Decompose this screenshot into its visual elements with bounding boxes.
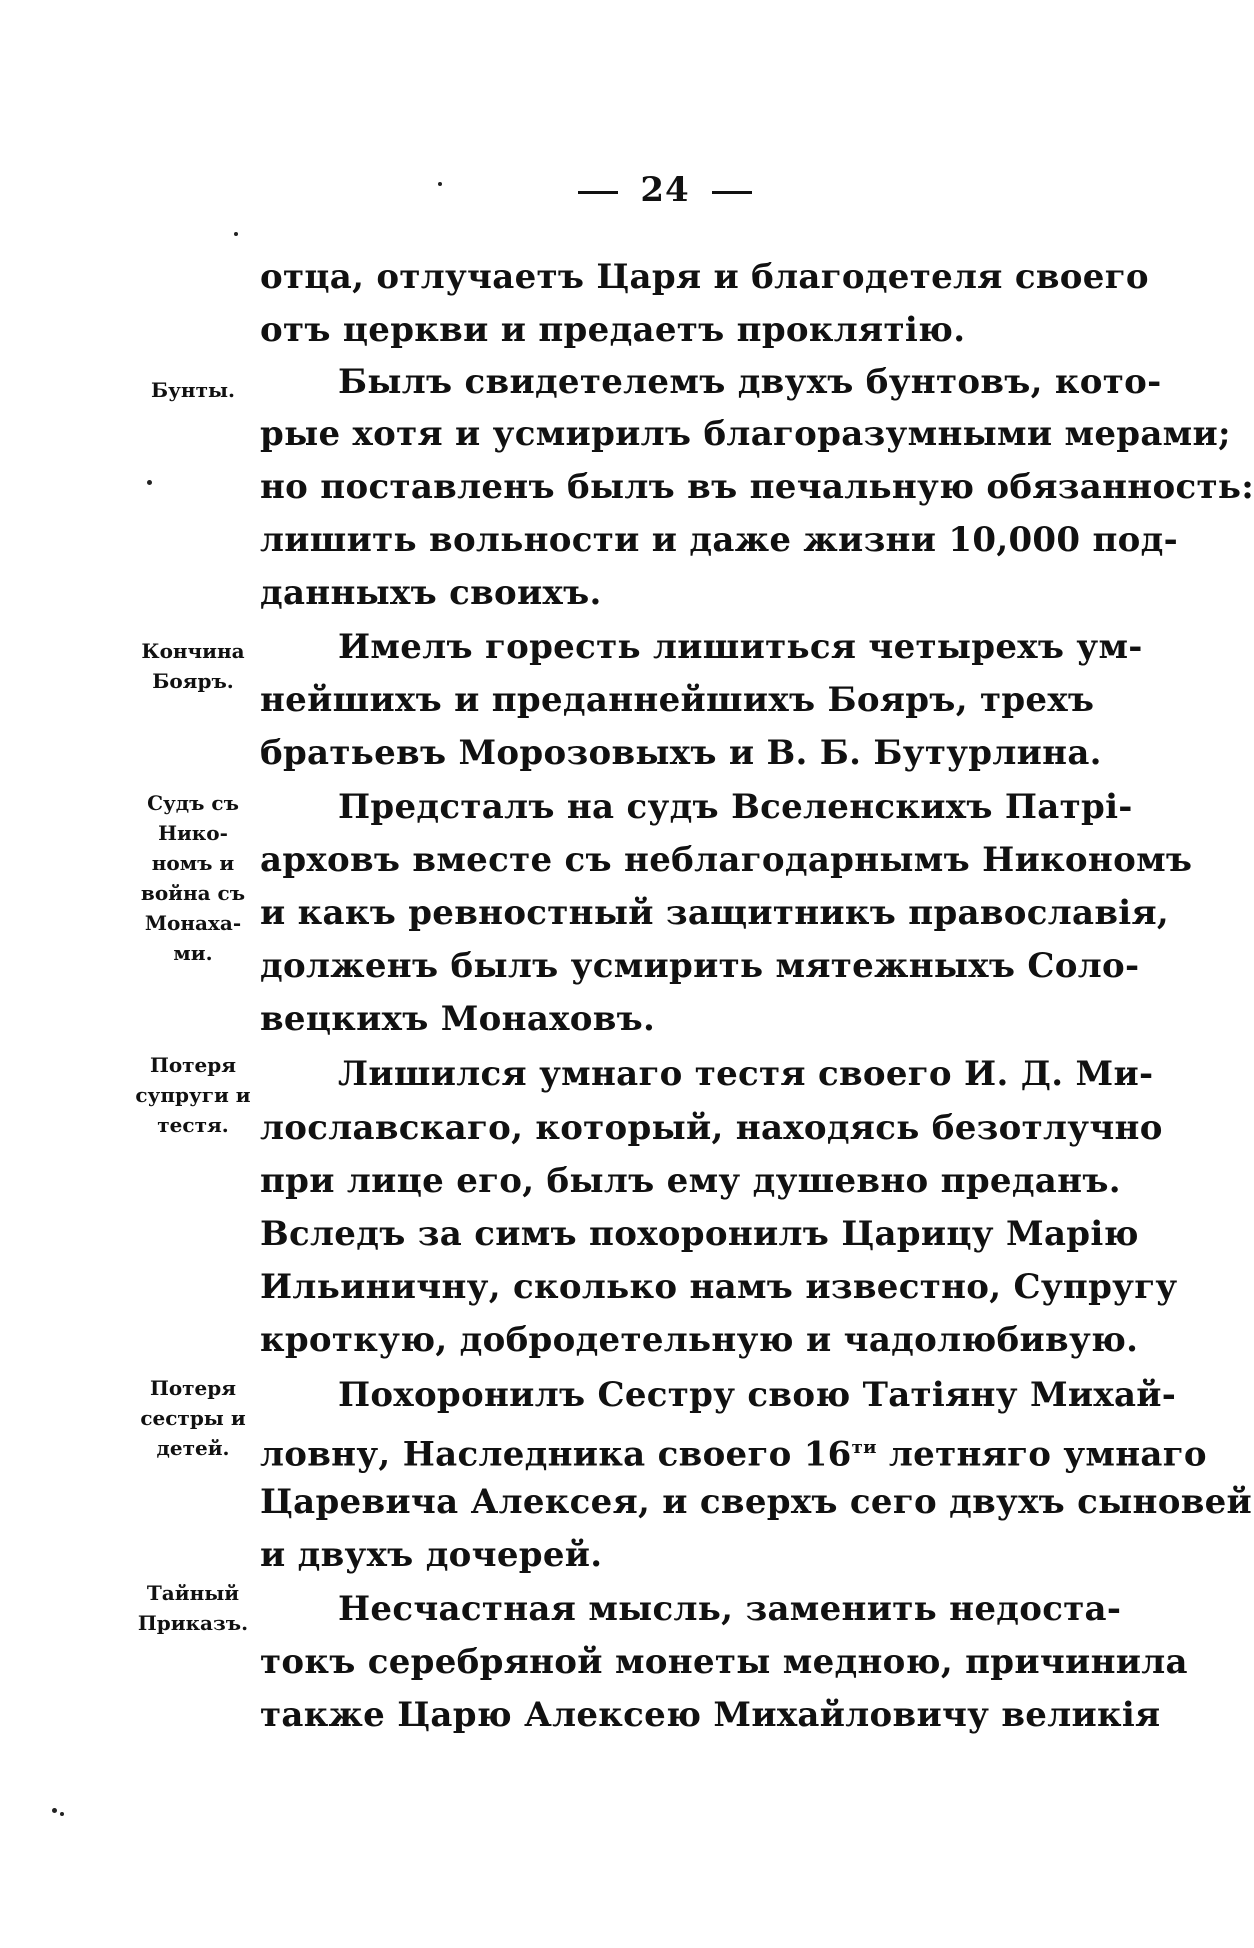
text-line: арховъ вместе съ неблагодарнымъ Никономъ xyxy=(260,840,1193,880)
text-line: братьевъ Морозовыхъ и В. Б. Бутурлина. xyxy=(260,733,1102,773)
margin-note-line: Приказъ. xyxy=(137,1611,249,1635)
text-line: данныхъ своихъ. xyxy=(260,573,602,613)
margin-note-line: номъ и xyxy=(151,851,235,875)
margin-note-line: Судъ съ xyxy=(147,791,239,815)
text-line: отъ церкви и предаетъ проклятію. xyxy=(260,310,966,350)
text-line: Вследъ за симъ похоронилъ Царицу Марію xyxy=(260,1214,1139,1254)
margin-note-line: Потеря xyxy=(149,1376,237,1400)
text-fragment: летняго умнаго xyxy=(888,1434,1207,1475)
margin-note-konchina xyxy=(118,636,268,696)
header-dash-left xyxy=(578,191,618,194)
margin-note-line: тестя. xyxy=(157,1113,229,1137)
text-line: кроткую, добродетельную и чадолюбивую. xyxy=(260,1320,1139,1360)
text-line: Предсталъ на судъ Вселенскихъ Патрі- xyxy=(338,787,1133,827)
scan-speck xyxy=(234,232,238,236)
scan-speck xyxy=(438,182,442,186)
page-number: 24 xyxy=(640,170,690,210)
text-line: токъ серебряной монеты медною, причинила xyxy=(260,1642,1188,1682)
text-line-with-superscript xyxy=(260,1426,1207,1476)
text-line: лишить вольности и даже жизни 10,000 под- xyxy=(260,520,1178,560)
margin-note-line: Тайный xyxy=(146,1581,240,1605)
scan-speck xyxy=(60,1812,64,1816)
scan-speck xyxy=(147,480,152,485)
margin-note-line: Потеря xyxy=(149,1053,237,1077)
margin-note-poterya-sestry xyxy=(118,1373,268,1463)
margin-note-line: Бояръ. xyxy=(152,669,234,693)
text-line: рые хотя и усмирилъ благоразумными мерами; xyxy=(260,414,1231,454)
margin-note-line: Монаха- xyxy=(144,911,242,935)
text-line: и двухъ дочерей. xyxy=(260,1535,603,1575)
text-line: при лице его, былъ ему душевно преданъ. xyxy=(260,1161,1121,1201)
margin-note-line: война съ xyxy=(140,881,246,905)
text-line: лославскаго, который, находясь безотлучно xyxy=(260,1108,1163,1148)
text-line: отца, отлучаетъ Царя и благодетеля своего xyxy=(260,257,1149,297)
text-line: но поставленъ былъ въ печальную обязанность: xyxy=(260,467,1254,507)
margin-note-line: супруги и xyxy=(135,1083,251,1107)
margin-note-poterya-suprugi xyxy=(118,1050,268,1140)
margin-note-line: Нико- xyxy=(158,821,228,845)
margin-note-line: Бунты. xyxy=(151,378,235,402)
margin-note-bunty xyxy=(118,375,268,405)
text-line: вецкихъ Монаховъ. xyxy=(260,999,656,1039)
header-dash-right xyxy=(712,191,752,194)
margin-note-sud xyxy=(118,788,268,968)
margin-note-tainy-prikaz xyxy=(118,1578,268,1638)
text-line: Несчастная мысль, заменить недоста- xyxy=(338,1589,1122,1629)
page-header xyxy=(540,170,790,210)
text-line: Былъ свидетелемъ двухъ бунтовъ, кото- xyxy=(338,362,1162,402)
text-line: также Царю Алексею Михайловичу великія xyxy=(260,1695,1161,1735)
text-line: Ильиничну, сколько намъ известно, Супругу xyxy=(260,1267,1178,1307)
text-line: Лишился умнаго тестя своего И. Д. Ми- xyxy=(338,1054,1154,1094)
scan-speck xyxy=(52,1808,57,1813)
superscript: ти xyxy=(851,1437,877,1458)
text-line: Царевича Алексея, и сверхъ сего двухъ сыновей xyxy=(260,1482,1253,1522)
margin-note-line: ми. xyxy=(173,941,213,965)
text-line: Похоронилъ Сестру свою Татіяну Михай- xyxy=(338,1375,1177,1415)
margin-note-line: сестры и xyxy=(140,1406,246,1430)
margin-note-line: детей. xyxy=(156,1436,230,1460)
text-line: и какъ ревностный защитникъ православія, xyxy=(260,893,1170,933)
text-fragment: ловну, Наследника своего 16 xyxy=(260,1434,852,1475)
text-line: Имелъ горесть лишиться четырехъ ум- xyxy=(338,627,1143,667)
text-line: долженъ былъ усмирить мятежныхъ Соло- xyxy=(260,946,1140,986)
text-line: нейшихъ и преданнейшихъ Бояръ, трехъ xyxy=(260,680,1095,720)
margin-note-line: Кончина xyxy=(141,639,245,663)
